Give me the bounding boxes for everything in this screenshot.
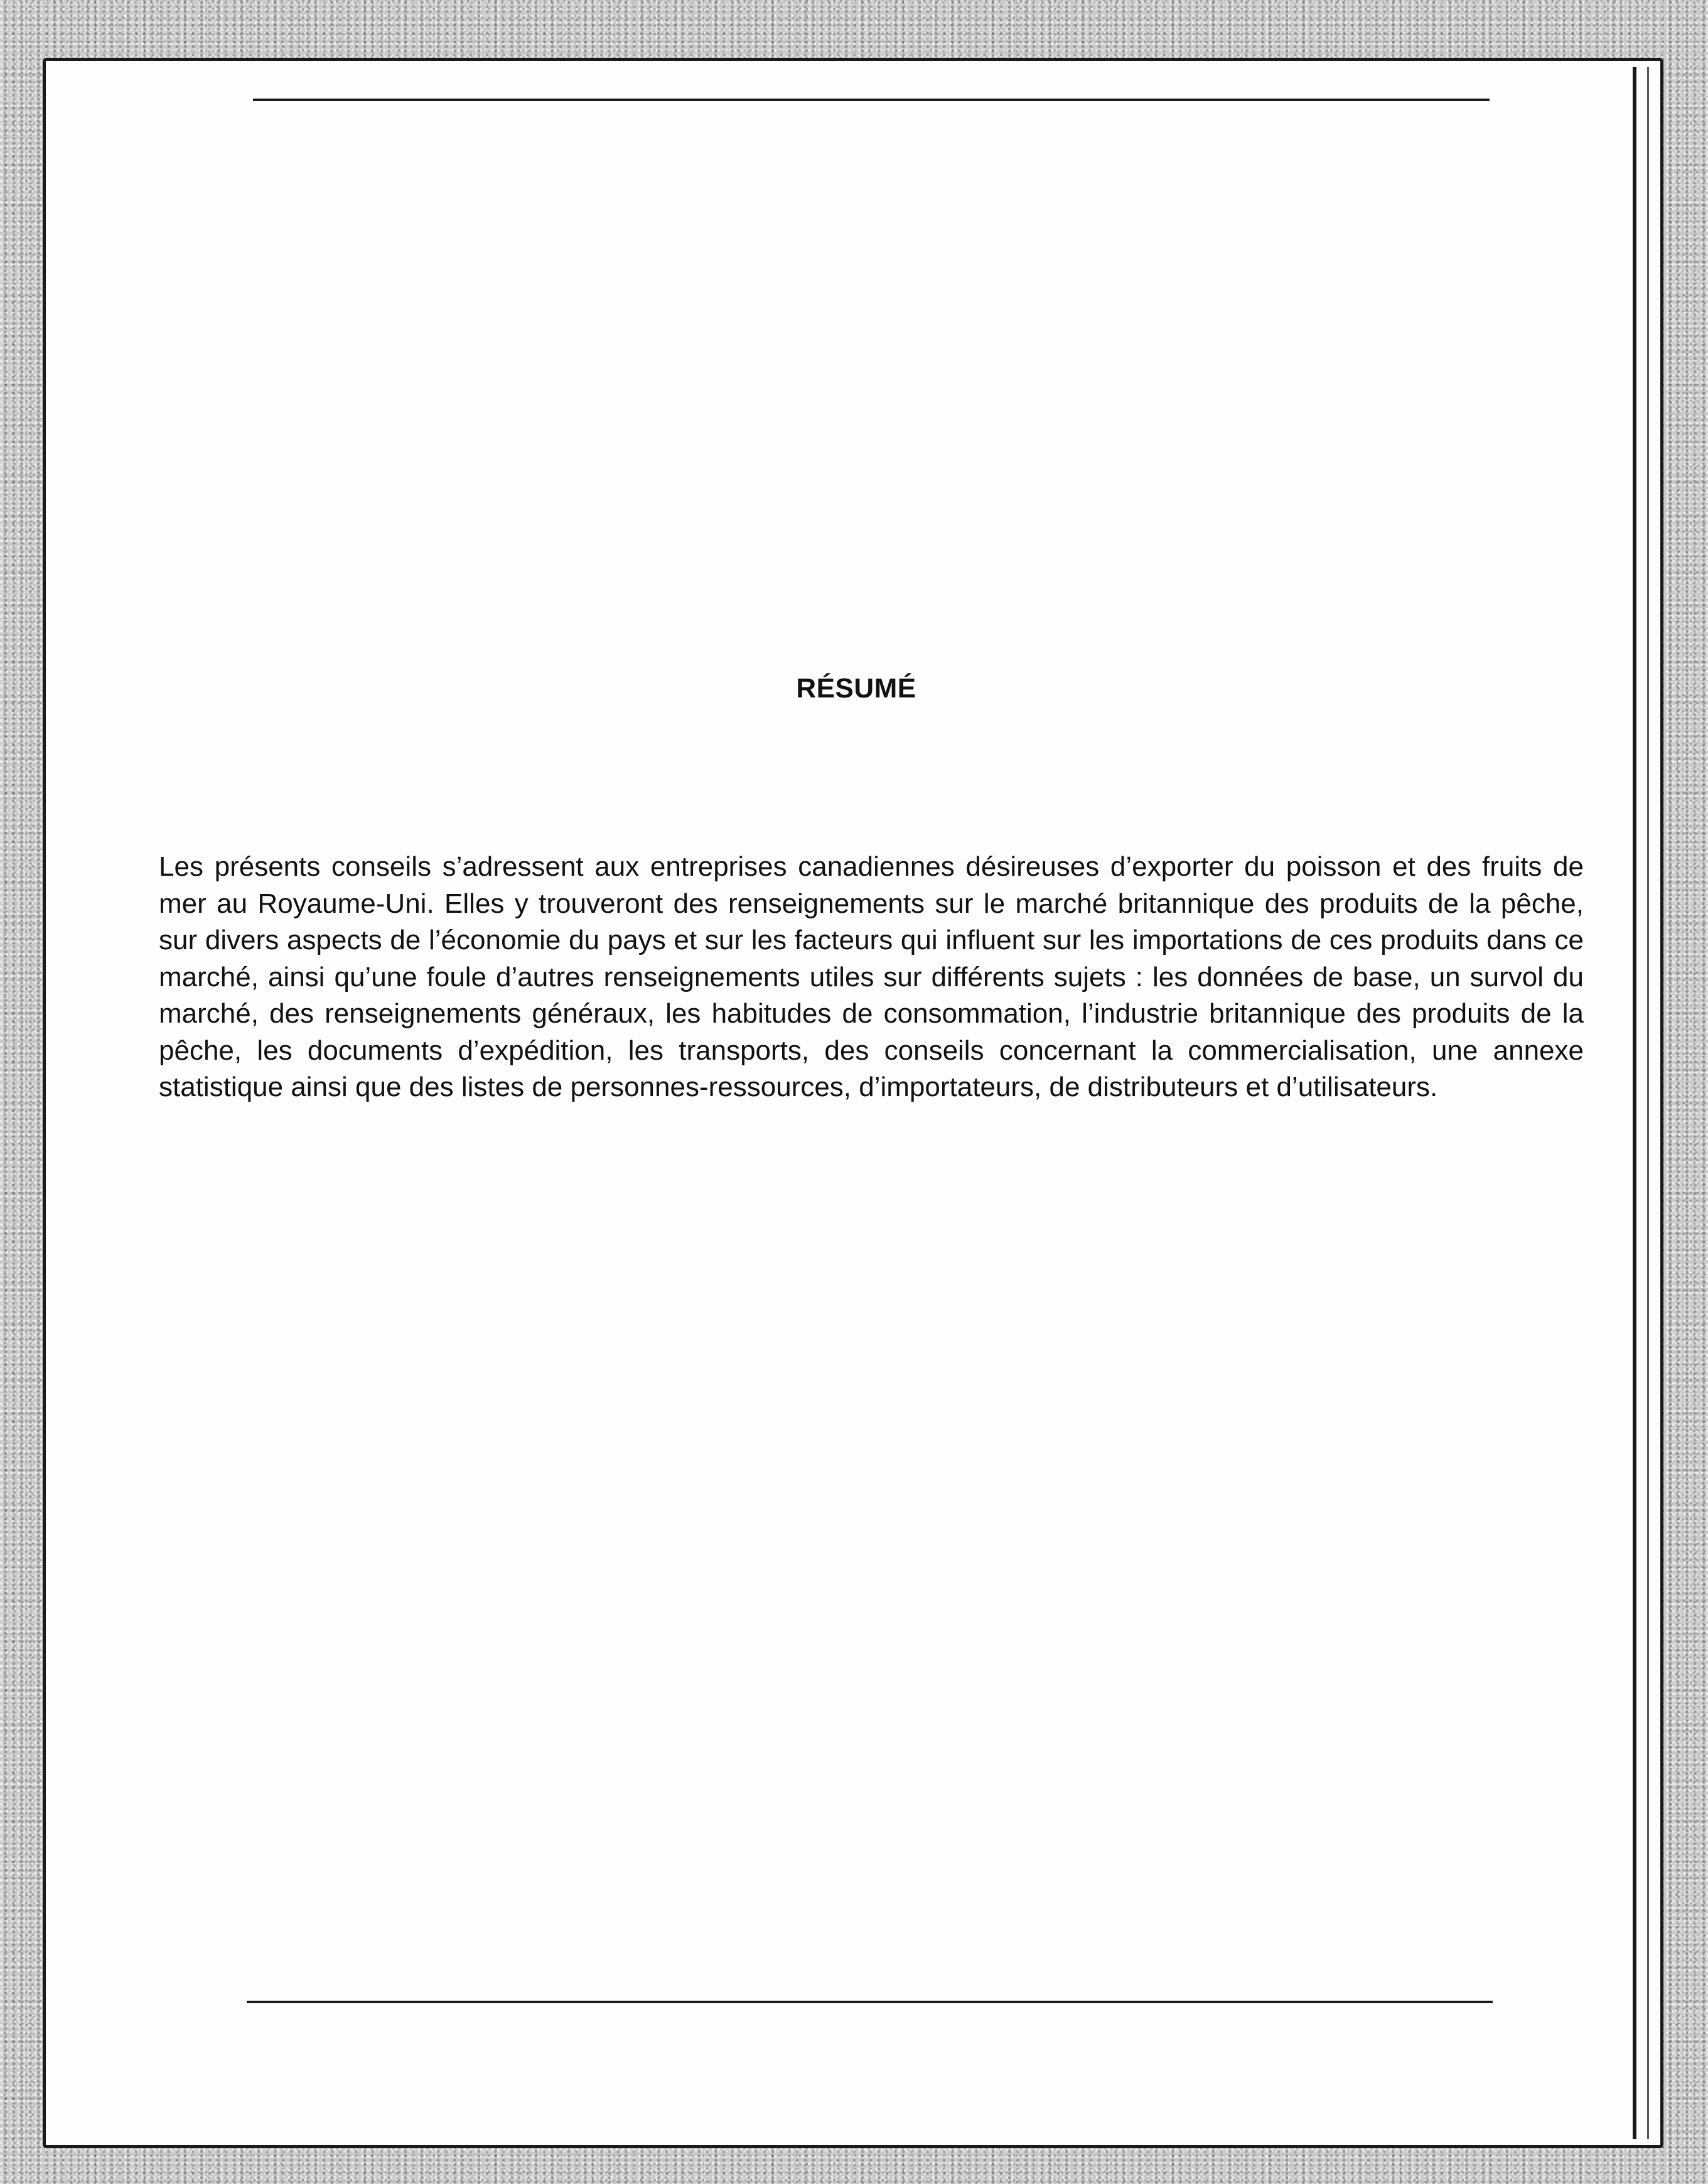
page-title: RÉSUMÉ — [796, 673, 916, 704]
top-rule — [253, 99, 1490, 101]
bottom-rule — [247, 2001, 1493, 2003]
binding-line-outer — [1647, 67, 1649, 2139]
summary-paragraph: Les présents conseils s’adressent aux entreprises canadiennes désireuses d’exporter du poisson et des fruits de mer au Royaume-Uni. Elles y trouveront des renseignements sur le marché britannique des produits de la pêche, sur divers aspects de l’économie du pays et sur les facteurs qui influent sur les importations de ces produits dans ce marché, ainsi qu’une foule d’autres renseignements utiles sur différents sujets : les données de base, un survol du marché, des renseignements généraux, les habitudes de consommation, l’industrie britannique des produits de la pêche, les documents d’expédition, les transports, des conseils concernant la commercialisation, une annexe statistique ainsi que des listes de personnes-ressources, d’importateurs, de distributeurs et d’utilisateurs. — [159, 851, 1584, 1102]
binding-line — [1633, 67, 1636, 2139]
document-page — [43, 58, 1663, 2148]
